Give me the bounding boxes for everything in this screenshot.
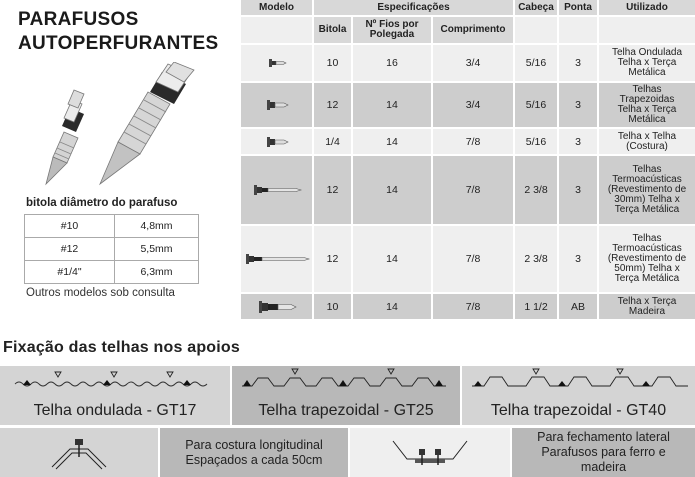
- header-especificacoes: Especificações: [314, 0, 513, 15]
- fechamento-text: Para fechamento lateral Parafusos para ferro e madeira: [512, 428, 695, 477]
- cell-cabeca: 2 3/8: [515, 226, 557, 292]
- cell-fios: 14: [353, 226, 431, 292]
- cell-cabeca: 1 1/2: [515, 294, 557, 319]
- cell-utilizado: Telha x Telha (Costura): [599, 129, 695, 154]
- header-blank: [599, 17, 695, 43]
- cell-comprimento: 3/4: [433, 45, 513, 81]
- cell-fios: 14: [353, 129, 431, 154]
- cell-bitola: 12: [314, 226, 351, 292]
- header-utilizado: Utilizado: [599, 0, 695, 15]
- cell-comprimento: 7/8: [433, 129, 513, 154]
- costura-text: Para costura longitudinal Espaçados a cada 50cm: [160, 428, 348, 477]
- screw-model-icon: [241, 226, 312, 292]
- header-comprimento: Comprimento: [433, 17, 513, 43]
- screw-model-icon: [241, 83, 312, 127]
- roof-gt40-panel: [462, 366, 695, 425]
- cell-utilizado: Telhas Termoacústicas (Revestimento de 30mm) Telha x Terça Metálica: [599, 156, 695, 224]
- bitola-row: [25, 215, 199, 238]
- bitola-row: [25, 238, 199, 261]
- screw-model-icon: [241, 45, 312, 81]
- header-cabeca: Cabeça: [515, 0, 557, 15]
- page-title: [18, 8, 219, 56]
- cell-utilizado: Telhas Trapezoidas Telha x Terça Metálica: [599, 83, 695, 127]
- cell-fios: 14: [353, 156, 431, 224]
- screw-model-icon: [241, 129, 312, 154]
- bitola-diameter: 6,3mm: [115, 261, 199, 284]
- cell-cabeca: 5/16: [515, 129, 557, 154]
- bitola-row: [25, 261, 199, 284]
- header-blank: [559, 17, 597, 43]
- cell-ponta: 3: [559, 129, 597, 154]
- wave-roof-icon: [0, 366, 230, 396]
- cell-ponta: 3: [559, 156, 597, 224]
- large-screw-icon: [100, 62, 194, 184]
- cell-bitola: 1/4: [314, 129, 351, 154]
- cell-bitola: 12: [314, 83, 351, 127]
- header-bitola: Bitola: [314, 17, 351, 43]
- cell-utilizado: Telhas Termoacústicas (Revestimento de 50mm) Telha x Terça Metálica: [599, 226, 695, 292]
- cell-utilizado: Telha x Terça Madeira: [599, 294, 695, 319]
- side-closure-icon: [385, 433, 475, 473]
- roof-gt17-label: Telha ondulada - GT17: [33, 402, 197, 419]
- header-fios: Nº Fios por Polegada: [353, 17, 431, 43]
- roof-gt25-panel: [232, 366, 460, 425]
- cell-ponta: 3: [559, 45, 597, 81]
- cell-comprimento: 7/8: [433, 226, 513, 292]
- cell-comprimento: 7/8: [433, 156, 513, 224]
- roof-gt40-label: Telha trapezoidal - GT40: [490, 402, 667, 419]
- header-blank: [515, 17, 557, 43]
- bitola-table: [24, 214, 199, 284]
- roof-gt25-label: Telha trapezoidal - GT25: [258, 402, 434, 419]
- cell-cabeca: 2 3/8: [515, 156, 557, 224]
- bitola-size: #12: [25, 238, 115, 261]
- cell-bitola: 10: [314, 294, 351, 319]
- cell-fios: 14: [353, 294, 431, 319]
- cell-comprimento: 3/4: [433, 83, 513, 127]
- roof-gt17-panel: [0, 366, 230, 425]
- fechamento-diagram-panel: [350, 428, 510, 477]
- title-line-2: AUTOPERFURANTES: [18, 33, 219, 54]
- cell-fios: 14: [353, 83, 431, 127]
- bitola-title: bitola diâmetro do parafuso: [26, 197, 178, 209]
- bitola-size: #1/4": [25, 261, 115, 284]
- screws-illustration: [38, 62, 208, 187]
- trapezoidal-roof-icon: [232, 366, 460, 396]
- cell-ponta: AB: [559, 294, 597, 319]
- cell-utilizado: Telha Ondulada Telha x Terça Metálica: [599, 45, 695, 81]
- header-blank: [241, 17, 312, 43]
- costura-diagram-panel: [0, 428, 158, 477]
- bitola-diameter: 5,5mm: [115, 238, 199, 261]
- header-ponta: Ponta: [559, 0, 597, 15]
- header-modelo: Modelo: [241, 0, 312, 15]
- cell-bitola: 10: [314, 45, 351, 81]
- seam-fastening-icon: [44, 433, 114, 473]
- cell-comprimento: 7/8: [433, 294, 513, 319]
- screw-model-icon: [241, 156, 312, 224]
- bitola-size: #10: [25, 215, 115, 238]
- cell-bitola: 12: [314, 156, 351, 224]
- cell-cabeca: 5/16: [515, 45, 557, 81]
- cell-fios: 16: [353, 45, 431, 81]
- cell-cabeca: 5/16: [515, 83, 557, 127]
- cell-ponta: 3: [559, 226, 597, 292]
- bitola-diameter: 4,8mm: [115, 215, 199, 238]
- consulta-note: Outros modelos sob consulta: [26, 287, 175, 299]
- trapezoidal-roof-icon: [462, 366, 695, 396]
- spec-table: [240, 0, 695, 320]
- cell-ponta: 3: [559, 83, 597, 127]
- title-line-1: PARAFUSOS: [18, 9, 139, 30]
- small-screw-icon: [46, 90, 84, 184]
- screw-model-icon: [241, 294, 312, 319]
- fixacao-title: Fixação das telhas nos apoios: [3, 339, 240, 356]
